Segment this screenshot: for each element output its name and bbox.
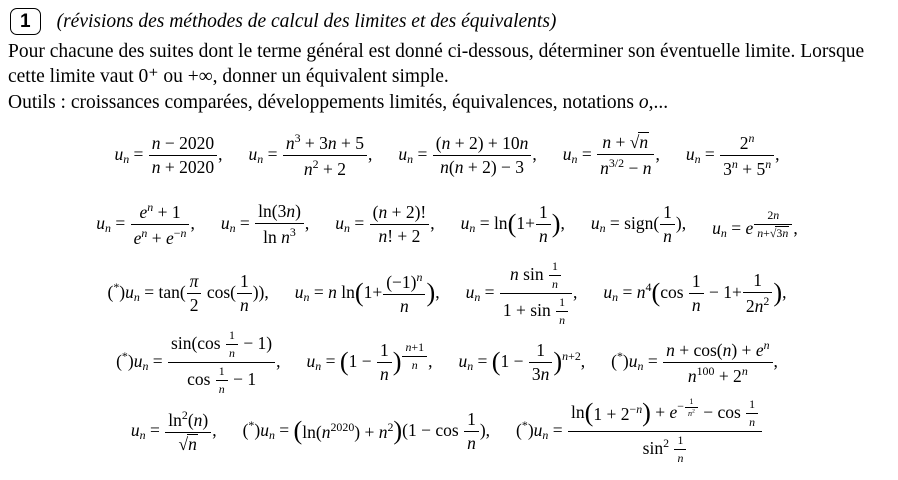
formula: un = $n^4$ ( cos $\frac{1}{n}$ − 1+ $\frac{1}{2n^2}$ ) , [603, 269, 787, 317]
tools-notation-o: o [638, 91, 649, 113]
formula: un = $\frac{\ln(3n)}{\ln n^3}$ , [220, 200, 310, 248]
formula: (*)un = tan( $\frac{\pi}{2}$ cos( $\frac{1}{n}$ )), [107, 271, 269, 316]
formula-row [8, 328, 886, 397]
formula: un = ln ( 1+ $\frac{1}{n}$ ) , [460, 202, 565, 247]
formula: un = $\frac{\ln^2(n)}{√n}$ , [130, 407, 217, 455]
intro-text: Pour chacune des suites dont le terme général est donné ci-dessous, déterminer son éventuelle limite. Lorsque cette limite vaut 0⁺ ou +∞, donner un équivalent simple. [8, 41, 865, 88]
formula: un = ( 1 − $\frac{1}{n}$ ) $^{\frac{n+1}{n}}$ , [306, 340, 433, 385]
formula: un = $\frac{n^3 + 3n + 5}{n^2 + 2}$ , [248, 130, 373, 180]
formula-area [8, 121, 886, 466]
formula: (*)un = $\frac{n + \cos(n) + e^n}{n^{100} + 2^n}$ , [611, 337, 778, 387]
formula: un = $\frac{2^n}{3^n + 5^n}$ , [685, 130, 780, 180]
formula: (*)un = ( $\ln(n^{2020}) + n^2$ ) (1 − cos $\frac{1}{n}$ ), [242, 409, 491, 454]
formula: (*)un = sin(cos $\frac{1}{n}$ − 1) cos $\frac{1}{n}$ − 1 , [116, 328, 281, 397]
formula: un = $\frac{(n + 2) + 10n}{n(n + 2) - 3}$ , [398, 133, 537, 178]
formula: un = $\frac{(n + 2)!}{n! + 2}$ , [335, 202, 435, 247]
formula: un = e $^{\frac{2n}{n+√3n}}$ , [712, 207, 798, 241]
formula-row [8, 190, 886, 259]
exercise-number-box: 1 [10, 8, 41, 35]
formula: un = $\frac{e^n + 1}{e^n + e^{-n}}$ , [96, 199, 195, 249]
formula: un = $\frac{n + √n}{n^{3/2} - n}$ , [562, 131, 660, 179]
formula: un = sign( $\frac{1}{n}$ ), [590, 202, 687, 247]
tools-suffix: ,... [648, 91, 669, 113]
tools-line [8, 92, 668, 113]
tools-prefix: Outils : croissances comparées, développements limités, équivalences, notations [8, 91, 639, 113]
exercise-header [10, 8, 886, 35]
formula: un = n sin $\frac{1}{n}$ 1 + sin $\frac{1}{n}$ , [465, 259, 578, 328]
formula-row [8, 121, 886, 190]
formula-row [8, 397, 886, 466]
formula-row [8, 259, 886, 328]
formula: un = ( 1 − $\frac{1}{3n}$ ) $^{n+2}$, [458, 340, 586, 385]
formula: un = $\frac{n - 2020}{n + 2020}$ , [114, 133, 223, 178]
intro-paragraph [8, 39, 886, 115]
formula: un = n ln ( 1+ $\frac{(-1)^n}{n}$ ) , [294, 269, 440, 317]
formula: (*)un = ln ( $1 + 2^{-n}$ ) + $e^{- \frac{1}{n^2}}$ − cos $\frac{1}{n}$ $\sin^2$ $\frac{1}{n}$ [516, 397, 763, 466]
exercise-title: (révisions des méthodes de calcul des limites et des équivalents) [56, 10, 557, 32]
